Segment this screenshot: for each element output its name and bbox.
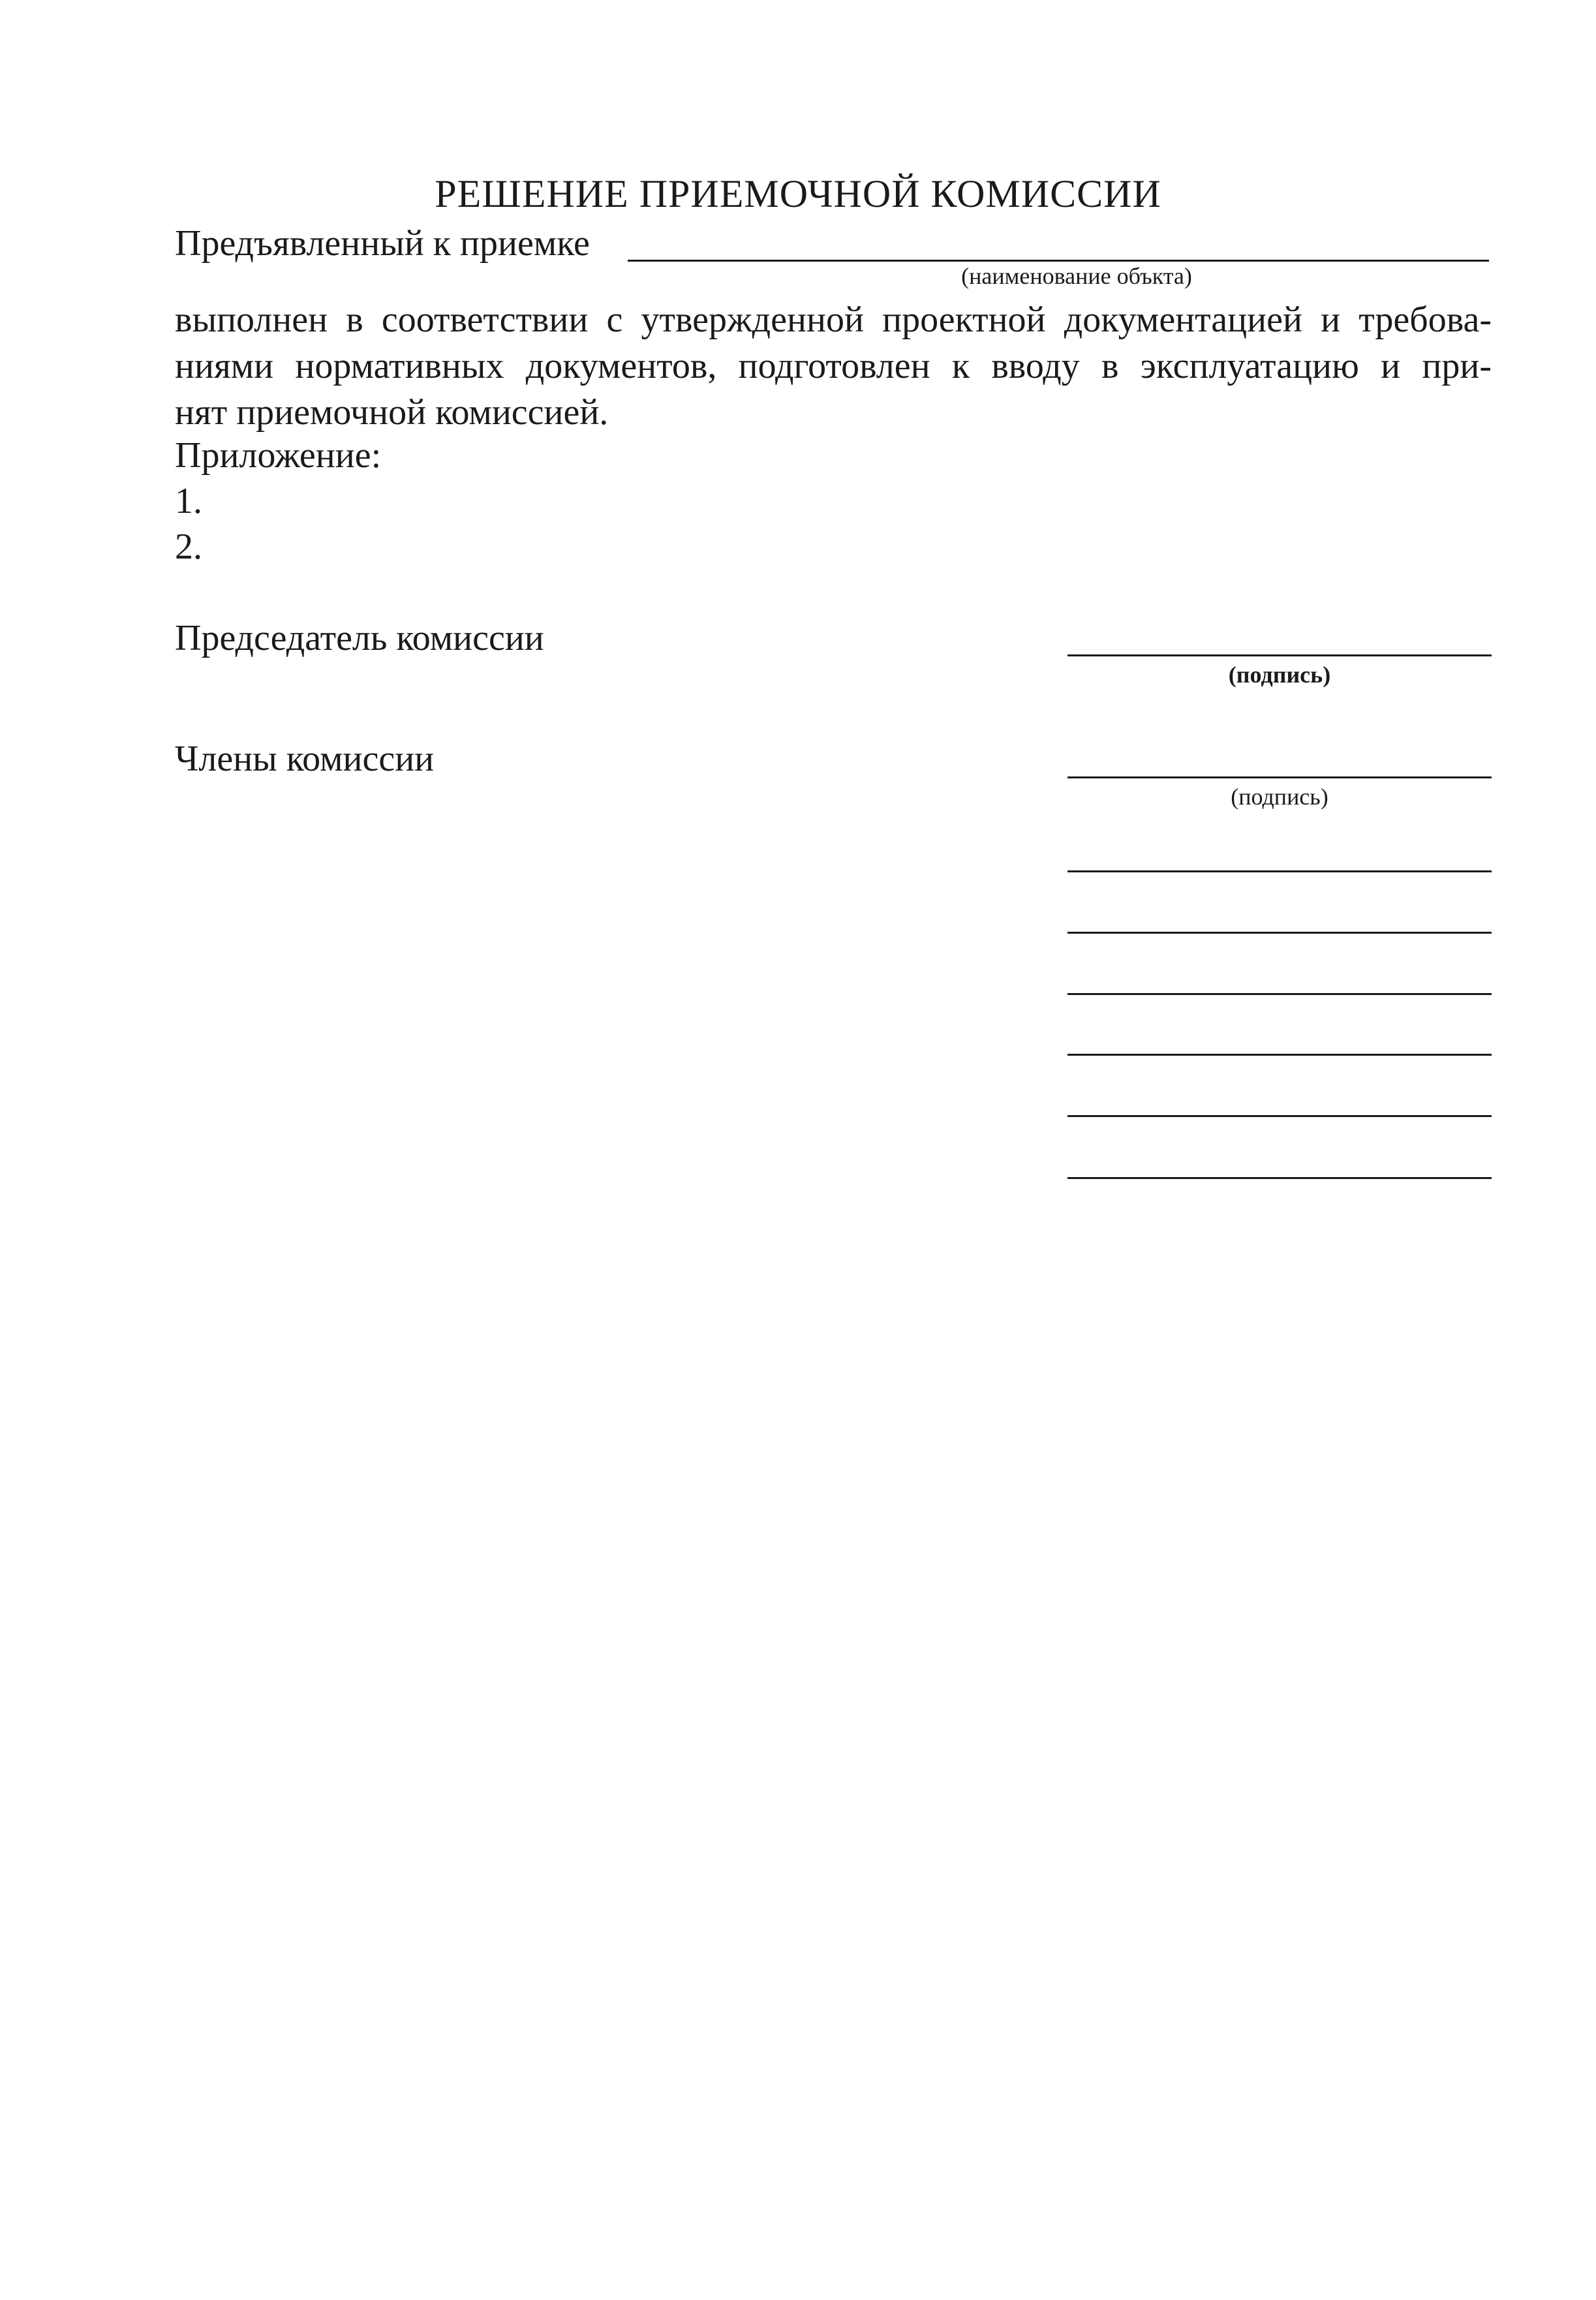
document-title: РЕШЕНИЕ ПРИЕМОЧНОЙ КОМИССИИ: [435, 172, 1161, 215]
paragraph-line: ниями нормативных документов, подготовлен к вводу в эксплуатацию и при-: [175, 346, 1492, 386]
member-signature-line[interactable]: [1067, 870, 1492, 872]
paragraph-line: нят приемочной комиссией.: [175, 392, 609, 433]
appendix-item-1: 1.: [175, 481, 202, 521]
member-signature-line[interactable]: [1067, 1177, 1492, 1179]
object-name-field[interactable]: [628, 260, 1489, 262]
chairman-signature-line[interactable]: [1067, 654, 1492, 656]
decision-paragraph: [175, 297, 1492, 436]
presented-label: Предъявленный к приемке: [175, 223, 590, 264]
appendix-label: Приложение:: [175, 435, 382, 476]
member-signature-line[interactable]: [1067, 1054, 1492, 1056]
member-signature-line[interactable]: [1067, 1115, 1492, 1117]
paragraph-line: выполнен в соответствии с утвержденной проектной документацией и требова-: [175, 299, 1492, 340]
member-signature-line[interactable]: [1067, 932, 1492, 934]
chairman-label: Председатель комиссии: [175, 618, 544, 658]
member-signature-line[interactable]: [1067, 993, 1492, 995]
chairman-signature-caption: (подпись): [1228, 662, 1331, 688]
members-signature-caption: (подпись): [1231, 784, 1328, 810]
appendix-item-2: 2.: [175, 527, 202, 567]
member-signature-line[interactable]: [1067, 776, 1492, 778]
members-label: Члены комиссии: [175, 739, 435, 779]
object-name-caption: (наименование объкта): [961, 263, 1192, 289]
